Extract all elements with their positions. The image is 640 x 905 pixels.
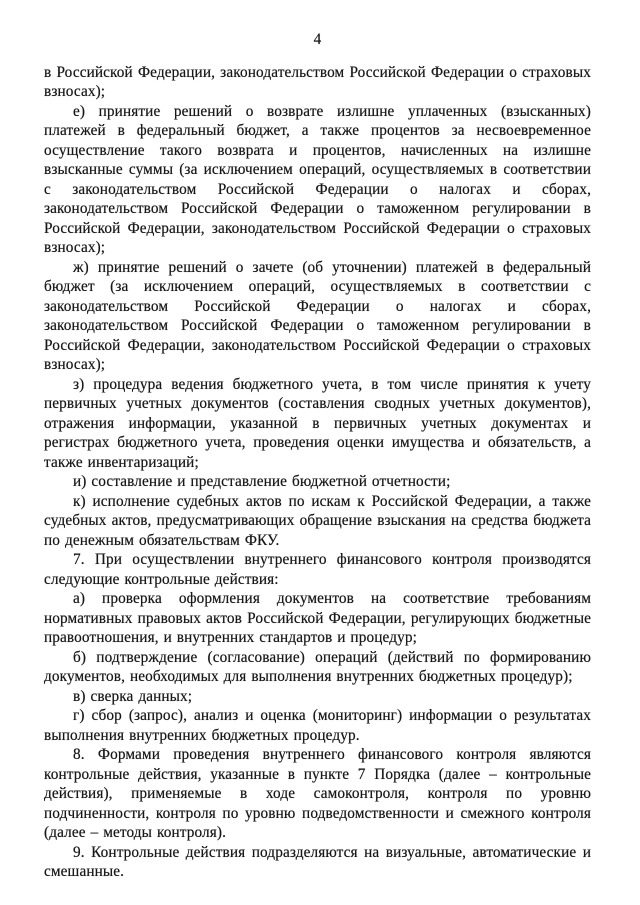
- paragraph-item-zh: ж) принятие решений о зачете (об уточнении) платежей в федеральный бюджет (за исключением операций, осуществляемых в соответствии с законодательством Российской Федерации о налогах и сборах, законодательством Российской Федерации о таможенном регулировании в Российской Федерации, законодательством Российской Федерации о страховых взносах);: [44, 258, 591, 373]
- page-number: 4: [313, 31, 322, 48]
- paragraph-item-g: г) сбор (запрос), анализ и оценка (мониторинг) информации о результатах выполнения внутренних бюджетных процедур.: [44, 707, 591, 744]
- paragraph-point-9: 9. Контрольные действия подразделяются на визуальные, автоматические и смешанные.: [44, 843, 591, 880]
- paragraph-item-e: е) принятие решений о возврате излишне уплаченных (взысканных) платежей в федеральный бюджет, а также процентов за несвоевременное осуществление такого возврата и процентов, начисленных на излишне взысканные суммы (за исключением операций, осуществляемых в соответствии с законодательством Российской Федерации о налогах и сборах, законодательством Российской Федерации о таможенном регулировании в Российской Федерации, законодательством Российской Федерации о страховых взносах);: [44, 102, 591, 256]
- paragraph-item-v: в) сверка данных;: [73, 687, 193, 705]
- paragraph-point-8: 8. Формами проведения внутреннего финансового контроля являются контрольные действия, указанные в пункте 7 Порядка (далее – контрольные действия), применяемые в ходе самоконтроля, контроля по уровню подчиненности, контроля по уровню подведомственности и смежного контроля (далее – методы контроля).: [44, 746, 591, 841]
- paragraph-item-k: к) исполнение судебных актов по искам к Российской Федерации, а также судебных актов, предусматривающих обращение взыскания на средства бюджета по денежным обязательствам ФКУ.: [44, 492, 591, 549]
- paragraph-point-7: 7. При осуществлении внутреннего финансового контроля производятся следующие контрольные действия:: [44, 551, 591, 588]
- paragraph-item-b: б) подтверждение (согласование) операций (действий по формированию документов, необходимых для выполнения внутренних бюджетных процедур);: [44, 648, 591, 685]
- paragraph-item-i: и) составление и представление бюджетной отчетности;: [73, 473, 451, 490]
- paragraph-continuation: в Российской Федерации, законодательством Российской Федерации о страховых взносах);: [44, 63, 591, 100]
- paragraph-item-a: а) проверка оформления документов на соответствие требованиям нормативных правовых актов Российской Федерации, регулирующих бюджетные правоотношения, и внутренних стандартов и процедур;: [44, 590, 591, 646]
- document-page: [44, 30, 591, 882]
- paragraph-item-z: з) процедура ведения бюджетного учета, в том числе принятия к учету первичных учетных документов (составления сводных учетных документов), отражения информации, указанной в первичных учетных документах и регистрах бюджетного учета, проведения оценки имущества и обязательств, а также инвентаризаций;: [44, 375, 591, 471]
